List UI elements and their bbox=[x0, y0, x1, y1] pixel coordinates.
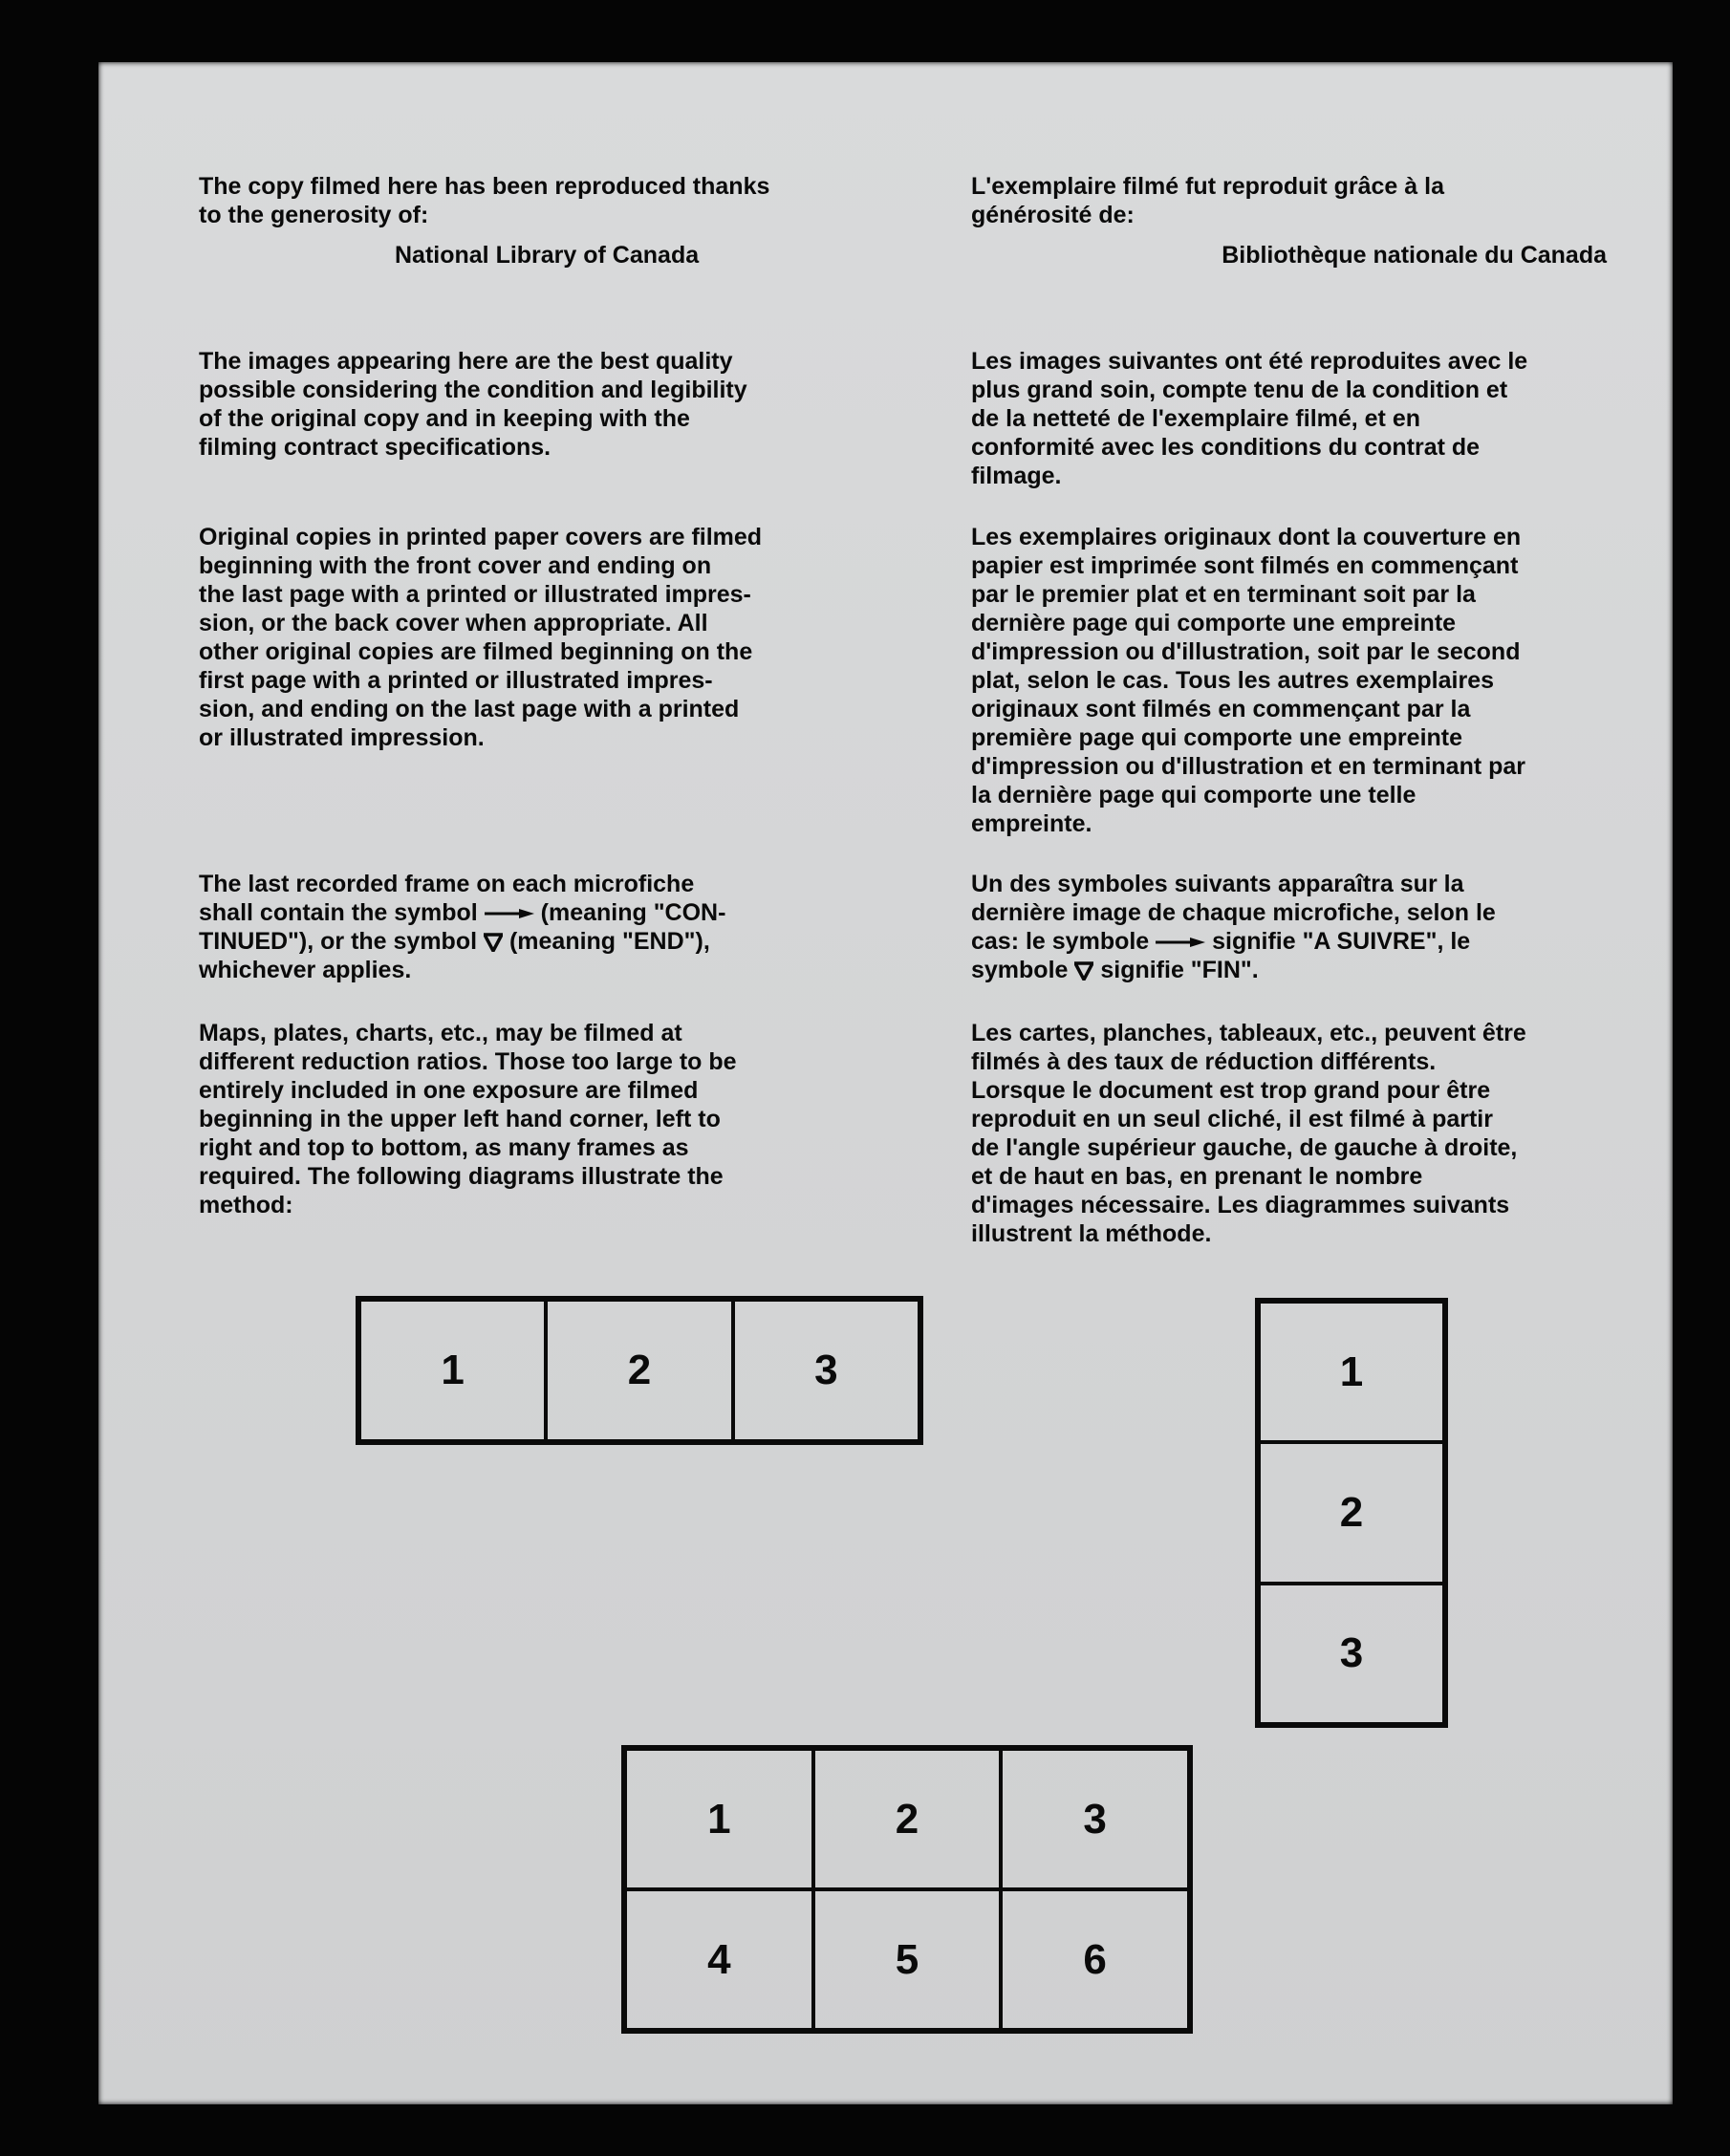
fr-quality-line: conformité avec les conditions du contrat de bbox=[971, 434, 1481, 461]
fr-quality-line: plus grand soin, compte tenu de la condition et bbox=[971, 377, 1508, 403]
fr-originals-line: originaux sont filmés en commençant par la bbox=[971, 696, 1471, 722]
frame-cell: 3 bbox=[1001, 1749, 1189, 1889]
en-originals-paragraph bbox=[199, 523, 849, 752]
en-ack-line-1: The copy filmed here has been reproduced thanks bbox=[199, 173, 770, 200]
fr-maps-line: filmés à des taux de réduction différents. bbox=[971, 1048, 1437, 1075]
en-maps-paragraph bbox=[199, 1019, 849, 1219]
fr-originals-line: empreinte. bbox=[971, 810, 1092, 837]
en-maps-line: different reduction ratios. Those too large to be bbox=[199, 1048, 737, 1075]
en-originals-line: Original copies in printed paper covers are filmed bbox=[199, 524, 763, 550]
frame-cell: 2 bbox=[1259, 1442, 1444, 1583]
fr-originals-line: papier est imprimée sont filmés en commençant bbox=[971, 552, 1519, 579]
en-originals-line: or illustrated impression. bbox=[199, 724, 485, 751]
fr-maps-line: Les cartes, planches, tableaux, etc., peuvent être bbox=[971, 1020, 1526, 1046]
en-originals-line: sion, and ending on the last page with a printed bbox=[199, 696, 740, 722]
continued-arrow-icon bbox=[1156, 938, 1205, 947]
frame-cell: 3 bbox=[733, 1300, 919, 1441]
fr-ack-line-1: L'exemplaire filmé fut reproduit grâce à la bbox=[971, 173, 1444, 200]
en-originals-line: first page with a printed or illustrated impres- bbox=[199, 667, 713, 694]
fr-originals-line: d'impression ou d'illustration, soit par le second bbox=[971, 638, 1521, 665]
fr-symbols-paragraph bbox=[971, 870, 1607, 984]
fr-institution: Bibliothèque nationale du Canada bbox=[1222, 242, 1607, 269]
en-originals-line: other original copies are filmed beginning on the bbox=[199, 638, 753, 665]
fr-ack-line-2: générosité de: bbox=[971, 202, 1135, 228]
fr-symbols-line-1: Un des symboles suivants apparaîtra sur la bbox=[971, 871, 1464, 897]
frame-cell: 2 bbox=[813, 1749, 1002, 1889]
frame-cell: 1 bbox=[625, 1749, 813, 1889]
fr-symbols-line-2: dernière image de chaque microfiche, selon le bbox=[971, 899, 1496, 926]
fr-originals-line: plat, selon le cas. Tous les autres exemplaires bbox=[971, 667, 1495, 694]
en-ack-line-2: to the generosity of: bbox=[199, 202, 429, 228]
fr-quality-line: Les images suivantes ont été reproduites avec le bbox=[971, 348, 1528, 375]
en-maps-line: right and top to bottom, as many frames as bbox=[199, 1134, 689, 1161]
fr-maps-line: Lorsque le document est trop grand pour être bbox=[971, 1077, 1491, 1104]
en-maps-line: method: bbox=[199, 1192, 293, 1218]
en-institution: National Library of Canada bbox=[395, 242, 700, 269]
en-maps-line: beginning in the upper left hand corner, left to bbox=[199, 1106, 721, 1132]
frame-cell: 1 bbox=[359, 1300, 546, 1441]
fr-symbols-line-3 bbox=[971, 927, 1607, 956]
fr-originals-line: dernière page qui comporte une empreinte bbox=[971, 610, 1457, 636]
frame-cell: 4 bbox=[625, 1889, 813, 2030]
fr-maps-line: reproduit en un seul cliché, il est filmé à partir bbox=[971, 1106, 1493, 1132]
fr-symbols-text: symbole bbox=[971, 957, 1069, 983]
fr-maps-line: et de haut en bas, en prenant le nombre bbox=[971, 1163, 1423, 1190]
fr-quality-line: filmage. bbox=[971, 463, 1062, 489]
frame-cell: 5 bbox=[813, 1889, 1002, 2030]
en-symbols-text: TINUED"), or the symbol bbox=[199, 928, 478, 955]
en-quality-line: The images appearing here are the best quality bbox=[199, 348, 733, 375]
en-originals-line: sion, or the back cover when appropriate. All bbox=[199, 610, 708, 636]
en-maps-line: Maps, plates, charts, etc., may be filmed at bbox=[199, 1020, 682, 1046]
fr-originals-line: d'impression ou d'illustration et en terminant par bbox=[971, 753, 1526, 780]
fr-originals-line: première page qui comporte une empreinte bbox=[971, 724, 1463, 751]
en-originals-line: the last page with a printed or illustrated impres- bbox=[199, 581, 751, 608]
fr-maps-line: de l'angle supérieur gauche, de gauche à droite, bbox=[971, 1134, 1518, 1161]
en-symbols-line-2 bbox=[199, 898, 849, 927]
fr-quality-line: de la netteté de l'exemplaire filmé, et en bbox=[971, 405, 1421, 432]
en-quality-line: possible considering the condition and legibility bbox=[199, 377, 747, 403]
fr-maps-line: d'images nécessaire. Les diagrammes suivants bbox=[971, 1192, 1510, 1218]
fr-symbols-line-4 bbox=[971, 956, 1607, 984]
horizontal-frames-diagram bbox=[356, 1296, 923, 1445]
fr-originals-paragraph bbox=[971, 523, 1607, 838]
fr-symbols-text: signifie "A SUIVRE", le bbox=[1212, 928, 1471, 955]
en-quality-line: of the original copy and in keeping with the bbox=[199, 405, 690, 432]
continued-arrow-icon bbox=[485, 909, 534, 918]
en-acknowledgement bbox=[199, 172, 849, 270]
en-quality-paragraph bbox=[199, 347, 849, 462]
fr-originals-line: Les exemplaires originaux dont la couverture en bbox=[971, 524, 1522, 550]
fr-originals-line: par le premier plat et en terminant soit par la bbox=[971, 581, 1476, 608]
en-symbols-line-1: The last recorded frame on each microfiche bbox=[199, 871, 695, 897]
fr-symbols-text: cas: le symbole bbox=[971, 928, 1150, 955]
en-symbols-line-4: whichever applies. bbox=[199, 957, 412, 983]
fr-quality-paragraph bbox=[971, 347, 1607, 490]
end-triangle-icon bbox=[484, 933, 503, 952]
fr-maps-paragraph bbox=[971, 1019, 1607, 1248]
frame-cell: 2 bbox=[546, 1300, 732, 1441]
fr-maps-line: illustrent la méthode. bbox=[971, 1220, 1212, 1247]
fr-acknowledgement bbox=[971, 172, 1607, 270]
en-symbols-line-3 bbox=[199, 927, 849, 956]
en-maps-line: entirely included in one exposure are filmed bbox=[199, 1077, 699, 1104]
frame-cell: 6 bbox=[1001, 1889, 1189, 2030]
vertical-frames-diagram bbox=[1255, 1298, 1448, 1728]
grid-frames-diagram bbox=[621, 1745, 1193, 2034]
end-triangle-icon bbox=[1074, 961, 1093, 981]
en-originals-line: beginning with the front cover and ending on bbox=[199, 552, 712, 579]
frame-cell: 1 bbox=[1259, 1302, 1444, 1442]
en-symbols-text: shall contain the symbol bbox=[199, 899, 478, 926]
frame-cell: 3 bbox=[1259, 1584, 1444, 1724]
fr-originals-line: la dernière page qui comporte une telle bbox=[971, 782, 1416, 808]
en-symbols-paragraph bbox=[199, 870, 849, 984]
en-symbols-text: (meaning "CON- bbox=[540, 899, 726, 926]
en-symbols-text: (meaning "END"), bbox=[508, 928, 710, 955]
en-maps-line: required. The following diagrams illustrate the bbox=[199, 1163, 724, 1190]
fr-symbols-text: signifie "FIN". bbox=[1100, 957, 1259, 983]
en-quality-line: filming contract specifications. bbox=[199, 434, 551, 461]
